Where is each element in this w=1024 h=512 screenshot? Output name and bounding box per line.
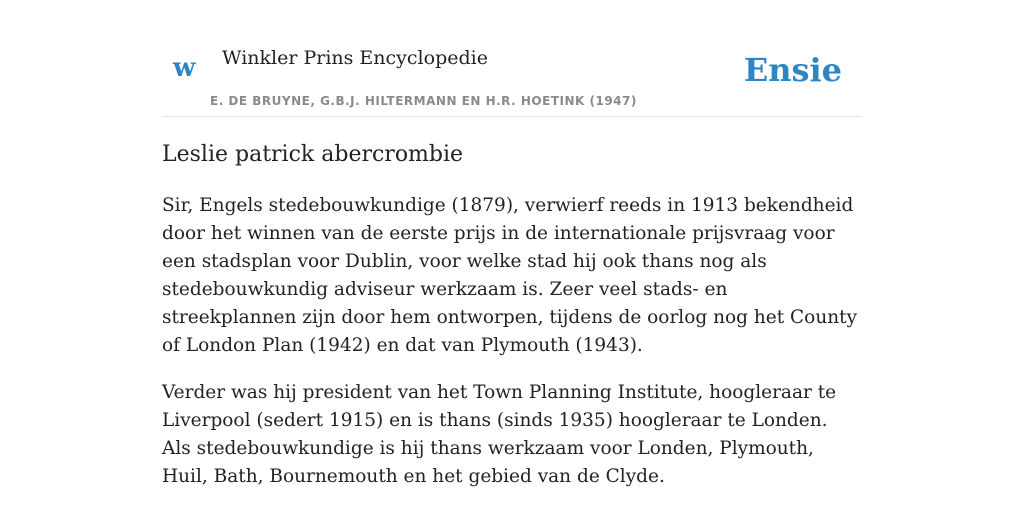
source-logo-icon[interactable]: w xyxy=(173,53,196,83)
article-paragraph: Sir, Engels stedebouwkundige (1879), verwierf reeds in 1913 bekendheid door het winnen van de eerste prijs in de internationale prijsvraag voor een stadsplan voor Dublin, voor welke stad hij ook thans nog als stedebouwkundig adviseur werkzaam is. Zeer veel stads- en streekplannen zijn door hem ontworpen, tijdens de oorlog nog het County of London Plan (1942) en dat van Plymouth (1943). xyxy=(162,195,858,356)
source-authors: E. DE BRUYNE, G.B.J. HILTERMANN EN H.R. HOETINK (1947) xyxy=(210,94,637,108)
article-card xyxy=(162,0,862,512)
article-title: Leslie patrick abercrombie xyxy=(162,142,464,167)
article-body xyxy=(162,192,862,510)
ensie-logo[interactable]: Ensie xyxy=(743,51,842,89)
source-header xyxy=(162,0,862,117)
source-title[interactable]: Winkler Prins Encyclopedie xyxy=(222,47,488,69)
article-paragraph: Verder was hij president van het Town Planning Institute, hoogleraar te Liverpool (sedert 1915) en is thans (sinds 1935) hoogleraar te Londen. Als stedebouwkundige is hij thans werkzaam voor Londen, Plymouth, Huil, Bath, Bournemouth en het gebied van de Clyde. xyxy=(162,382,837,487)
